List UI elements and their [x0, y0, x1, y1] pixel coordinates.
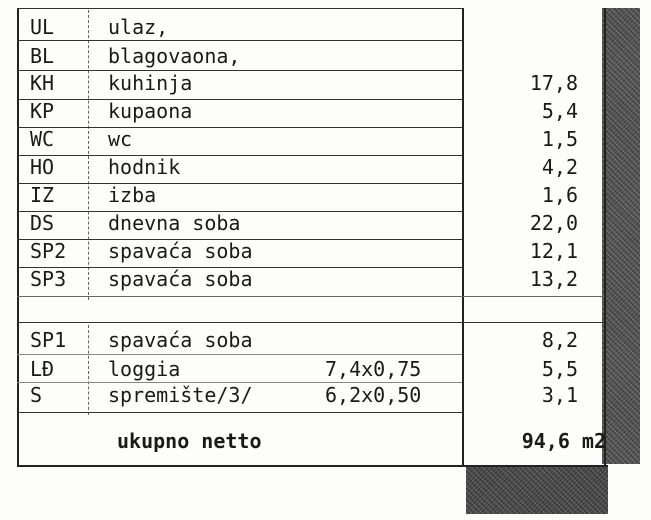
room-name: ulaz,	[108, 15, 169, 39]
room-code: S	[30, 383, 43, 407]
room-name: kupaona	[108, 99, 193, 123]
scan-bottom-stripe	[466, 466, 608, 514]
room-name: spremište/3/	[108, 383, 253, 407]
room-name: spavaća soba	[108, 239, 253, 263]
room-area: 4,2	[541, 155, 578, 179]
table-row	[0, 96, 651, 126]
room-code: SP3	[30, 267, 67, 291]
room-code: KH	[30, 71, 55, 95]
total-row	[0, 426, 651, 456]
room-name: spavaća soba	[108, 328, 253, 352]
room-area: 1,6	[541, 183, 578, 207]
table-row	[0, 380, 651, 410]
room-name: wc	[108, 127, 133, 151]
total-area: 94,6 m2	[521, 429, 606, 453]
table-row	[0, 325, 651, 355]
total-label: ukupno netto	[117, 429, 262, 453]
room-code: SP1	[30, 328, 67, 352]
room-name: hodnik	[108, 155, 181, 179]
room-code: SP2	[30, 239, 67, 263]
table-row	[0, 264, 651, 294]
room-dimensions: 7,4x0,75	[325, 357, 422, 381]
room-name: loggia	[108, 357, 181, 381]
table-row	[0, 124, 651, 154]
room-area: 17,8	[529, 71, 578, 95]
room-code: DS	[30, 211, 55, 235]
room-code: IZ	[30, 183, 55, 207]
room-area	[466, 41, 578, 71]
room-area: 8,2	[541, 328, 578, 352]
room-area: 5,5	[541, 357, 578, 381]
table-row	[0, 68, 651, 98]
table-row	[0, 236, 651, 266]
room-code: LĐ	[30, 357, 55, 381]
room-name: izba	[108, 183, 157, 207]
room-area: 12,1	[529, 239, 578, 263]
room-area: 1,5	[541, 127, 578, 151]
table-row	[0, 208, 651, 238]
room-area	[466, 12, 578, 42]
room-area: 5,4	[541, 99, 578, 123]
room-code: UL	[30, 15, 55, 39]
room-area: 3,1	[541, 383, 578, 407]
room-code: WC	[30, 127, 55, 151]
room-code: BL	[30, 44, 55, 68]
room-area: 22,0	[529, 211, 578, 235]
room-name: blagovaona,	[108, 44, 241, 68]
table-row	[0, 12, 651, 42]
table-top-border	[17, 8, 462, 9]
table-bottom-border	[17, 465, 608, 467]
room-code: KP	[30, 99, 55, 123]
room-area: 13,2	[529, 267, 578, 291]
room-name: dnevna soba	[108, 211, 241, 235]
table-row	[0, 180, 651, 210]
room-name: spavaća soba	[108, 267, 253, 291]
room-dimensions: 6,2x0,50	[325, 383, 422, 407]
table-row	[0, 41, 651, 71]
room-code: HO	[30, 155, 55, 179]
room-name: kuhinja	[108, 71, 193, 95]
table-row	[0, 152, 651, 182]
